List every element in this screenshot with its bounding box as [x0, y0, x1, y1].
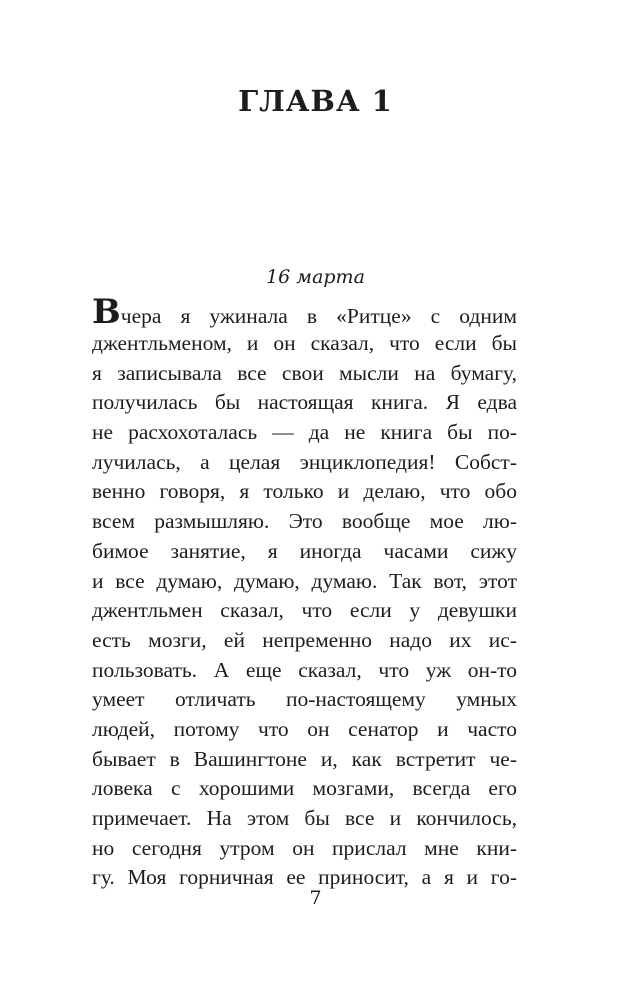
text-line: есть мозги, ей непременно надо их ис-: [92, 627, 517, 652]
text-line: лучилась, а целая энциклопедия! Собст-: [92, 449, 517, 474]
text-line: но сегодня утром он прислал мне кни-: [92, 835, 517, 860]
text-line: получилась бы настоящая книга. Я едва: [92, 390, 517, 415]
text-line: венно говоря, я только и делаю, что обо: [92, 479, 517, 504]
entry-date: 16 марта: [266, 266, 365, 288]
text-line: джентльменом, и он сказал, что если бы: [92, 331, 517, 355]
chapter-title: ГЛАВА 1: [238, 84, 393, 118]
page-number: 7: [309, 887, 322, 909]
text-line: бывает в Вашингтоне и, как встретит че-: [92, 746, 517, 771]
text-line: бимое занятие, я иногда часами сижу: [92, 538, 517, 563]
text-line: пользовать. А еще сказал, что уж он-то: [92, 657, 517, 682]
text-line: и все думаю, думаю, думаю. Так вот, этот: [92, 568, 517, 593]
text-line: я записывала все свои мысли на бумагу,: [92, 360, 517, 385]
text-line: гу. Моя горничная ее приносит, а я и го-: [92, 865, 517, 890]
text-line: джентльмен сказал, что если у девушки: [92, 598, 517, 623]
text-line: ловека с хорошими мозгами, всегда его: [92, 776, 517, 801]
text-line: не расхохоталась — да не книга бы по-: [92, 420, 517, 445]
text-line-content: чера я ужинала в «Ритце» с одним: [120, 304, 517, 328]
text-line: [92, 292, 517, 332]
text-line: примечает. На этом бы все и кончилось,: [92, 806, 517, 830]
text-line: умеет отличать по-настоящему умных: [92, 687, 517, 712]
drop-cap: В: [92, 292, 121, 332]
text-line: всем размышляю. Это вообще мое лю-: [92, 509, 517, 534]
body-text: [92, 292, 517, 893]
text-line: людей, потому что он сенатор и часто: [92, 716, 517, 741]
